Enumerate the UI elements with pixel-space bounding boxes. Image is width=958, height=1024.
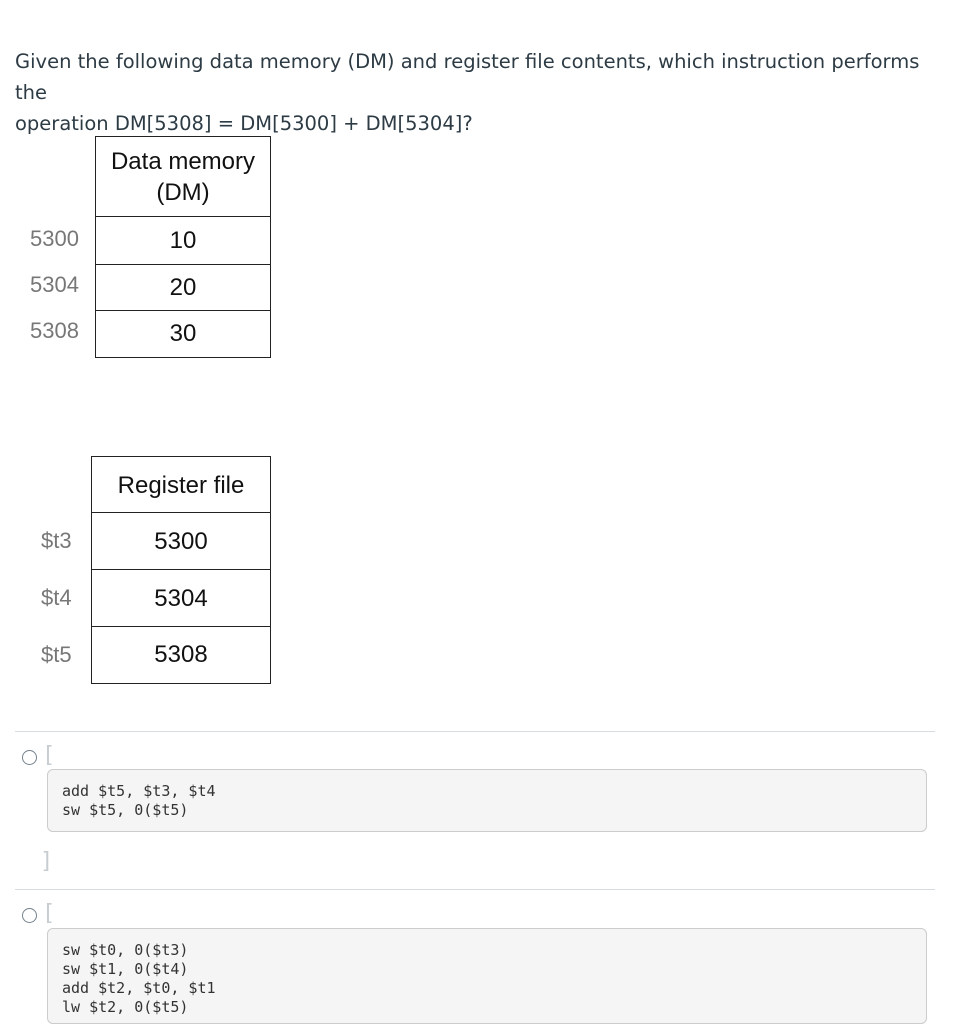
dm-header-line-2: (DM) — [156, 179, 210, 206]
dm-address-label: 5308 — [30, 318, 79, 343]
question-line-2: operation DM[5308] = DM[5300] + DM[5304]? — [15, 112, 473, 135]
dm-value-cell: 10 — [95, 216, 271, 266]
rf-register-label: $t4 — [41, 585, 72, 610]
answer-1-open-bracket: [ — [42, 743, 56, 768]
code-line: add $t2, $t0, $t1 — [62, 979, 216, 997]
answer-2-radio[interactable] — [22, 908, 37, 923]
code-line: lw $t2, 0($t5) — [62, 998, 189, 1016]
answer-divider — [15, 889, 935, 890]
answer-1-code-block[interactable] — [47, 769, 927, 832]
dm-header — [95, 136, 271, 218]
dm-header-line-1: Data memory — [110, 148, 256, 175]
question-line-1: Given the following data memory (DM) and register file contents, which instruction performs the — [15, 50, 920, 104]
rf-register-label: $t3 — [41, 528, 72, 553]
rf-register-label: $t5 — [41, 642, 72, 667]
rf-value-cell: 5304 — [91, 569, 271, 628]
code-line: sw $t0, 0($t3) — [62, 941, 189, 959]
dm-address-label: 5300 — [30, 226, 79, 251]
rf-value-cell: 5308 — [91, 626, 271, 684]
code-line: add $t5, $t3, $t4 — [62, 782, 216, 800]
question-text — [15, 46, 945, 139]
rf-header: Register file — [91, 456, 271, 514]
code-line: sw $t5, 0($t5) — [62, 801, 189, 819]
answer-1-close-bracket: ] — [40, 849, 54, 874]
rf-value-cell: 5300 — [91, 512, 271, 571]
answer-2-open-bracket: [ — [42, 901, 56, 926]
dm-value-cell: 30 — [95, 310, 271, 358]
code-line: sw $t1, 0($t4) — [62, 960, 189, 978]
dm-value-cell: 20 — [95, 264, 271, 312]
answer-1-radio[interactable] — [22, 750, 37, 765]
dm-address-label: 5304 — [30, 272, 79, 297]
answer-2-code-block[interactable] — [47, 928, 927, 1024]
answer-divider — [15, 731, 935, 732]
